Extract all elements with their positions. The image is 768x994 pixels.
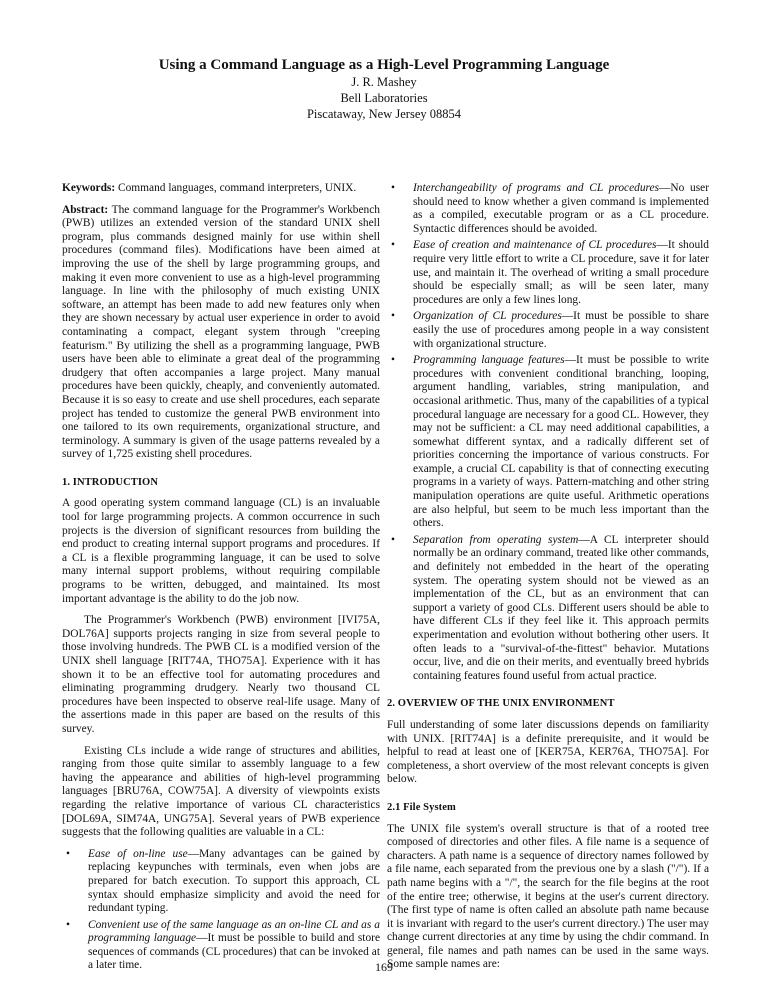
list-item [387, 310, 709, 351]
file-system-paragraph: The UNIX file system's overall structure is that of a rooted tree composed of directories and other files. A file name is a sequence of characters. A path name is a sequence of directory names followed by a file name, each separated from the previous one by a slash ("/"). If a path name begins with a "/", the search for the file begins at the root of the entire tree; otherwise, it begins at the user's current directory. (The first type of name is often called an absolute path name because it is invariant with regard to the user's current directory.) The user may change current directories at any time by using the chdir command. In general, file names and path names can be used in the same ways. Some sample names are: [387, 822, 709, 971]
intro-paragraph-2: The Programmer's Workbench (PWB) environment [IVI75A, DOL76A] supports projects ranging in size from several people to those involving hundreds. The PWB CL is a modified version of the UNIX shell language [RIT74A, THO75A]. Experience with it has shown it to be an effective tool for automating procedures and eliminating programming drudgery. Nearly two thousand CL procedures have been inspected to observe real-life usage. Many of the assertions made in this paper are based on the results of this survey. [62, 614, 380, 735]
list-item-text: —It must be possible to build and store sequences of commands (CL procedures) that can be invoked at a later time. [88, 932, 380, 972]
list-item-lead: Convenient use of the same language as an on-line CL and as a programming language [88, 918, 380, 945]
section-heading-introduction: 1. INTRODUCTION [62, 476, 159, 488]
bullet-icon: • [391, 310, 395, 323]
paper-header [0, 56, 768, 122]
abstract-label: Abstract: [62, 203, 109, 216]
qualities-list-left [62, 848, 380, 973]
list-item-lead: Ease of creation and maintenance of CL procedures [413, 239, 657, 252]
paper-title: Using a Command Language as a High-Level Programming Language [158, 57, 610, 73]
abstract [62, 204, 380, 462]
list-item-text: —It must be possible to write procedures with convenient conditional branching, looping, argument handling, variables, string manipulation, and occasional arithmetic. Thus, many of the capabilities of a typical procedural language are necessary for a good CL. However, they may not be sufficient: a CL may need additional capabilities, a somewhat different syntax, and a radically different set of priorities concerning the importance of various constructs. For example, a crucial CL capability is that of connecting executing programs in a variety of ways. Pattern-matching and other string manipulation operations are quite useful. Arithmetic operations are also helpful, but seem to be much less important than the others. [413, 354, 710, 530]
qualities-list-right [387, 182, 709, 683]
list-item-lead: Organization of CL procedures [413, 310, 562, 323]
address: Piscataway, New Jersey 08854 [306, 107, 461, 121]
list-item-lead: Ease of on-line use [88, 847, 188, 860]
list-item [62, 848, 380, 916]
intro-paragraph-3: Existing CLs include a wide range of structures and abilities, ranging from those quite similar to assembly language to a few having the appearance and abilities of high-level programming languages [BRU76A, COW75A]. A diversity of viewpoints exists regarding the relative importance of various CL characteristics [DOL69A, SIM74A, UNG75A]. Several years of PWB experience suggests that the following qualities are valuable in a CL: [62, 744, 380, 839]
left-column [62, 182, 380, 981]
bullet-icon: • [66, 918, 70, 931]
affiliation: Bell Laboratories [340, 91, 428, 105]
bullet-icon: • [66, 847, 70, 860]
author: J. R. Mashey [351, 75, 417, 89]
subsection-heading-file-system: 2.1 File System [387, 801, 456, 813]
list-item-text: —Many advantages can be gained by replacing keypunches with terminals, even when jobs are prepared for batch execution. To support this approach, CL syntax should emphasize simplicity and avoid the need for redundant typing. [88, 847, 380, 915]
list-item-lead: Programming language features [413, 354, 565, 367]
keywords-text: Command languages, command interpreters, UNIX. [118, 182, 357, 194]
list-item [387, 182, 709, 236]
page-number: 169 [375, 960, 393, 974]
list-item-text: —It should require very little effort to write a CL procedure, save it for later use, and maintain it. The overhead of writing a small procedure should be especially small; as will be seen later, many procedures are only a few lines long. [413, 239, 710, 306]
overview-paragraph: Full understanding of some later discussions depends on familiarity with UNIX. [RIT74A] is a definite prerequisite, and it would be helpful to read at least one of [KER75A, KER76A, THO75A]. For completeness, a short overview of the most relevant concepts is given below. [387, 718, 709, 786]
list-item [387, 354, 709, 531]
bullet-icon: • [391, 533, 395, 546]
list-item [387, 534, 709, 684]
keywords [62, 182, 380, 196]
abstract-text: The command language for the Programmer's Workbench (PWB) utilizes an extended version of the standard UNIX shell program, plus commands designed mainly for use within shell procedures (command files). Modifications have been aimed at improving the use of the shell by large programming groups, and making it even more convenient to use as a high-level programming language. In line with the philosophy of much existing UNIX software, an attempt has been made to add new features only when they are shown necessary by actual user experience in order to avoid contaminating a compact, elegant system through "creeping featurism." By utilizing the shell as a programming language, PWB users have been able to eliminate a great deal of the programming drudgery that often accompanies a large project. Many manual procedures have been quickly, cheaply, and conveniently automated. Because it is so easy to create and use shell procedures, each separate project has tended to customize the general PWB environment into one tailored to its own requirements, organizational structure, and terminology. A summary is given of the usage patterns revealed by a survey of 1,725 existing shell procedures. [62, 203, 380, 461]
list-item-lead: Separation from operating system [413, 533, 579, 546]
list-item-lead: Interchangeability of programs and CL procedures [413, 182, 660, 194]
section-heading-overview: 2. OVERVIEW OF THE UNIX ENVIRONMENT [387, 698, 615, 710]
bullet-icon: • [391, 354, 395, 367]
list-item-text: —It must be possible to share easily the use of procedures among people in a way consistent with organizational structure. [413, 310, 709, 350]
list-item-text: —No user should need to know whether a given command is implemented as a compiled, executable program or as a CL procedure. Syntactic differences should be avoided. [413, 182, 709, 235]
intro-paragraph-1: A good operating system command language (CL) is an invaluable tool for large programming projects. A common occurrence in such projects is the diversion of significant resources from building the end product to creating internal support programs and procedures. If a CL is a flexible programming language, it can be used to solve many internal support problems, without requiring compilable programs to be written, debugged, and maintained. Its most important advantage is the ability to do the job now. [62, 497, 380, 605]
bullet-icon: • [391, 182, 395, 194]
right-column [387, 182, 709, 980]
list-item [387, 239, 709, 307]
bullet-icon: • [391, 239, 395, 252]
list-item-text: —A CL interpreter should normally be an ordinary command, treated like other commands, and definitely not embedded in the heart of the operating system. The operating system should not be viewed as an implementation of the CL, but as an environment that can support a variety of good CLs. Different users should be able to have different CLs if they feel like it. This approach permits experimentation and evolution without bothering other users. It often leads to a "survival-of-the-fittest" behavior. Mutations occur, live, and die on their merits, and eventually breed hybrids containing features found useful from actual practice. [413, 533, 709, 682]
keywords-label: Keywords: [62, 182, 116, 194]
